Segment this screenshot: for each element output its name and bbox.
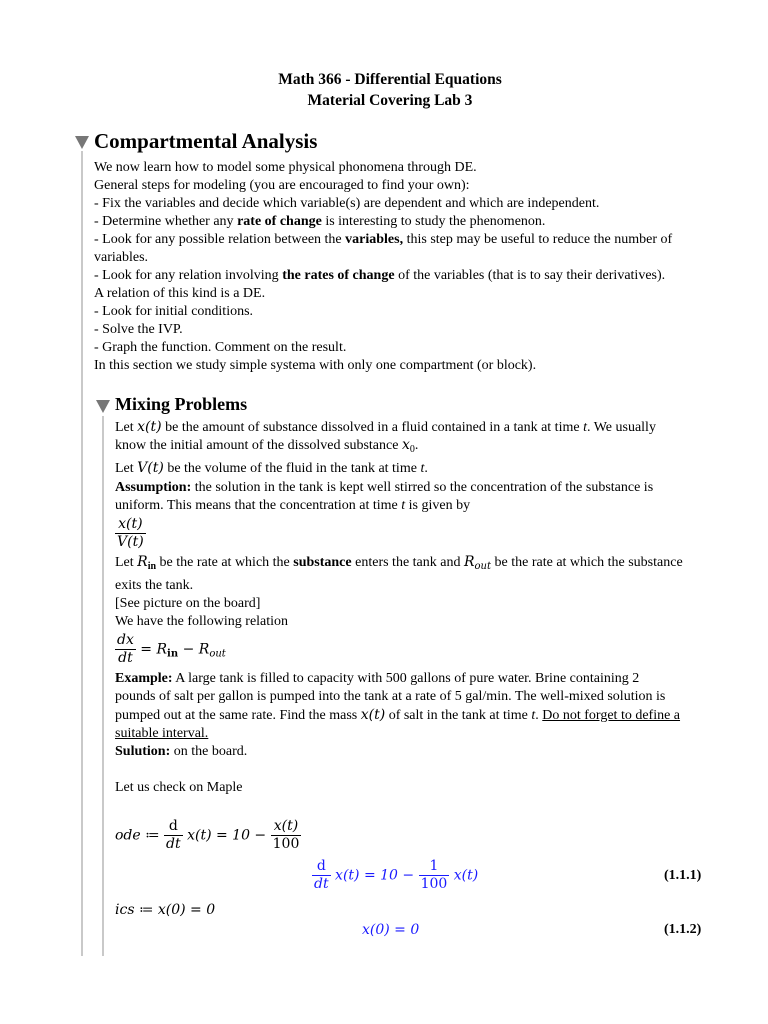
section-bracket: [81, 151, 83, 956]
section-line: - Determine whether any rate of change is interesting to study the phenomenon.: [94, 214, 546, 229]
body-line: Assumption: the solution in the tank is kept well stirred so the concentration of the substance is: [115, 480, 654, 495]
maple-input-ode[interactable]: ode ≔ $\frac{d}{dt}$ x(t) = 10 − $\frac{x(t)}{100}$: [115, 818, 300, 852]
doc-title-line1: Math 366 - Differential Equations: [278, 71, 502, 88]
section-line: - Graph the function. Comment on the result.: [94, 340, 347, 355]
body-line: We have the following relation: [115, 614, 289, 629]
body-line: pumped out at the same rate. Find the mass x(t) of salt in the tank at time t. Do not forget to define a: [115, 707, 681, 723]
body-line: pounds of salt per gallon is pumped into the tank at a rate of 5 gal/min. The well-mixed solution is: [115, 689, 666, 704]
body-line: [See picture on the board]: [115, 596, 261, 611]
body-line: Let $R_{in}$ be the rate at which the substance enters the tank and $R_{out}$ be the rate at which the substance: [115, 554, 683, 572]
body-line: Let us check on Maple: [115, 780, 243, 795]
concentration-fraction: $\frac{x(t)}{V(t)}$: [117, 516, 144, 550]
maple-output-ode: $\frac{d}{dt}$ x(t) = 10 − $\frac{1}{100}$ x(t): [314, 858, 479, 892]
equation-label: (1.1.1): [664, 868, 702, 883]
rate-relation-equation: $\frac{dx}{dt}$ = $R_{in} - R_{out}$: [117, 632, 226, 666]
body-line: suitable interval.: [115, 726, 209, 741]
section-heading: Compartmental Analysis: [94, 129, 318, 153]
body-line: exits the tank.: [115, 578, 194, 593]
section-line: - Fix the variables and decide which variable(s) are dependent and which are independent.: [94, 196, 600, 211]
collapse-triangle-icon[interactable]: [75, 136, 89, 149]
body-line: Let x(t) be the amount of substance dissolved in a fluid contained in a tank at time t. We usually: [115, 419, 656, 435]
section-line: - Solve the IVP.: [94, 322, 183, 337]
doc-title-line2: Material Covering Lab 3: [307, 92, 473, 109]
maple-input-ics[interactable]: ics ≔ x(0) = 0: [115, 902, 216, 918]
body-line: Example: A large tank is filled to capacity with 500 gallons of pure water. Brine containing 2: [115, 671, 640, 686]
section-line: A relation of this kind is a DE.: [94, 286, 266, 301]
section-line: In this section we study simple systema with only one compartment (or block).: [94, 358, 537, 373]
equation-label: (1.1.2): [664, 922, 702, 937]
collapse-triangle-icon[interactable]: [96, 400, 110, 413]
body-line: uniform. This means that the concentration at time t is given by: [115, 498, 471, 513]
subsection-heading: Mixing Problems: [115, 394, 248, 414]
body-line: know the initial amount of the dissolved substance $x_0$.: [115, 437, 419, 455]
section-line: General steps for modeling (you are encouraged to find your own):: [94, 178, 470, 193]
body-line: Sulution: on the board.: [115, 744, 248, 759]
maple-output-ics: x(0) = 0: [362, 922, 420, 938]
section-line: - Look for any relation involving the rates of change of the variables (that is to say their derivatives).: [94, 268, 666, 283]
section-line: - Look for any possible relation between the variables, this step may be useful to reduce the number of: [94, 232, 673, 247]
subsection-bracket: [102, 416, 104, 956]
section-line: variables.: [94, 250, 149, 265]
section-line: We now learn how to model some physical phonomena through DE.: [94, 160, 477, 175]
body-line: Let V(t) be the volume of the fluid in the tank at time t.: [115, 460, 428, 476]
section-line: - Look for initial conditions.: [94, 304, 254, 319]
